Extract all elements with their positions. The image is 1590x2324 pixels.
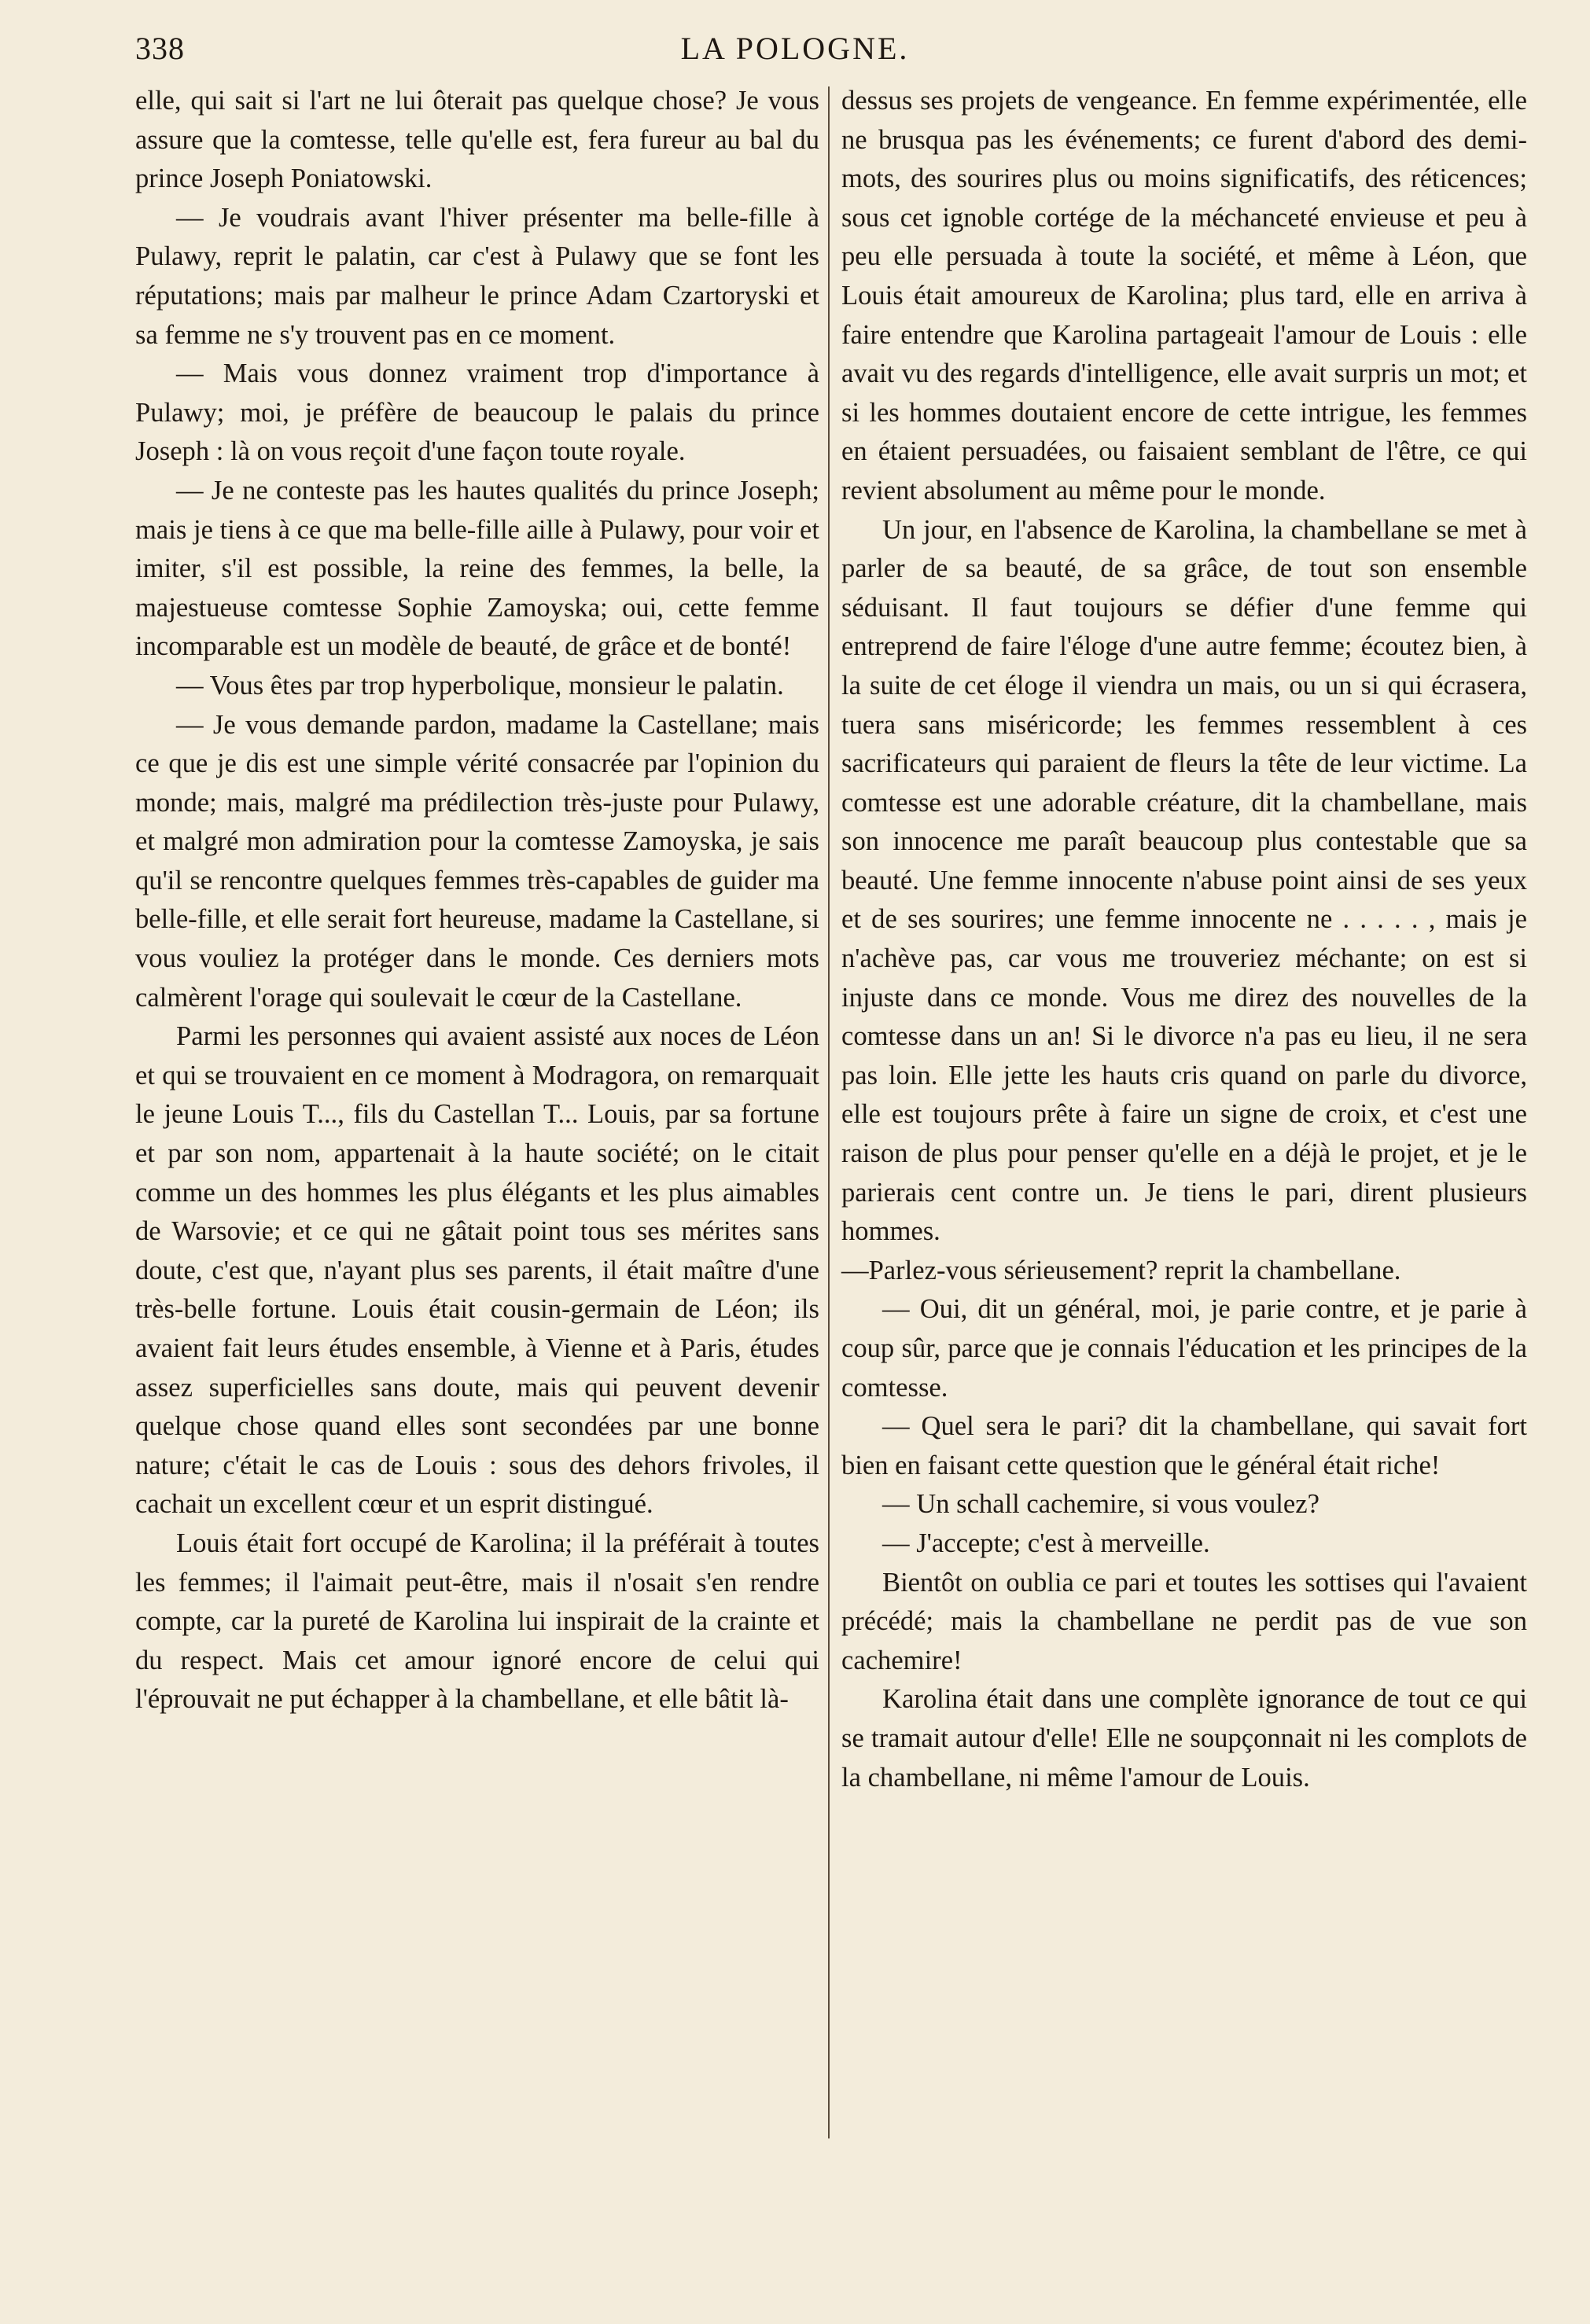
paragraph: dessus ses projets de vengeance. En femme expérimentée, elle ne brusqua pas les événements; ce furent d'abord des demi-mots, des sourires plus ou moins significatifs, des réticences; sous cet ignoble cortége de la méchanceté envieuse et peu à peu elle persuada à toute la société, et même à Léon, que Louis était amoureux de Karolina; plus tard, elle en arriva à faire entendre que Karolina partageait l'amour de Louis : elle avait vu des regards d'intelligence, elle avait surpris un mot; et si les hommes doutaient encore de cette intrigue, les femmes en étaient persuadées, ou faisaient semblant de l'être, ce qui revient absolument au même pour le monde.	[841, 86, 1527, 506]
paragraph: — Quel sera le pari? dit la chambellane, qui savait fort bien en faisant cette question que le général était riche!	[841, 1411, 1527, 1480]
paragraph: elle, qui sait si l'art ne lui ôterait pas quelque chose? Je vous assure que la comtesse, telle qu'elle est, fera fureur au bal du prince Joseph Poniatowski.	[135, 86, 819, 194]
paragraph: — Je voudrais avant l'hiver présenter ma belle-fille à Pulawy, reprit le palatin, car c'est à Pulawy que se font les réputations; mais par malheur le prince Adam Czartoryski et sa femme ne s'y trouvent pas en ce moment.	[135, 202, 819, 350]
left-column	[135, 82, 819, 1719]
paragraph: — Oui, dit un général, moi, je parie contre, et je parie à coup sûr, parce que je connais l'éducation et les principes de la comtesse.	[841, 1294, 1527, 1403]
paragraph: Louis était fort occupé de Karolina; il la préférait à toutes les femmes; il l'aimait peut-être, mais il n'osait s'en rendre compte, car la pureté de Karolina lui inspirait de la crainte et du respect. Mais cet amour ignoré encore de celui qui l'éprouvait ne put échapper à la chambellane, et elle bâtit là-	[135, 1528, 819, 1715]
paragraph: — J'accepte; c'est à merveille.	[882, 1528, 1210, 1558]
paragraph: — Un schall cachemire, si vous voulez?	[882, 1489, 1319, 1520]
paragraph: — Vous êtes par trop hyperbolique, monsieur le palatin.	[176, 670, 784, 701]
paragraph: Bientôt on oublia ce pari et toutes les sottises qui l'avaient précédé; mais la chambellane ne perdit pas de vue son cachemire!	[841, 1567, 1527, 1675]
paragraph: — Mais vous donnez vraiment trop d'importance à Pulawy; moi, je préfère de beaucoup le palais du prince Joseph : là on vous reçoit d'une façon toute royale.	[135, 359, 819, 467]
paragraph: — Je vous demande pardon, madame la Castellane; mais ce que je dis est une simple vérité consacrée par l'opinion du monde; mais, malgré ma prédilection très-juste pour Pulawy, et malgré mon admiration pour la comtesse Zamoyska, je sais qu'il se rencontre quelques femmes très-capables de guider ma belle-fille, et elle serait fort heureuse, madame la Castellane, si vous vouliez la protéger dans le monde. Ces derniers mots calmèrent l'orage qui soulevait le cœur de la Castellane.	[135, 709, 819, 1013]
paragraph: Karolina était dans une complète ignorance de tout ce qui se tramait autour d'elle! Elle ne soupçonnait ni les complots de la chambellane, ni même l'amour de Louis.	[841, 1684, 1527, 1793]
paragraph: Un jour, en l'absence de Karolina, la chambellane se met à parler de sa beauté, de sa grâce, de tout son ensemble séduisant. Il faut toujours se défier d'une femme qui entreprend de faire l'éloge d'une autre femme; écoutez bien, à la suite de cet éloge il viendra un mais, ou un si qui écrasera, tuera sans miséricorde; les femmes ressemblent à ces sacrificateurs qui paraient de fleurs la tête de leur victime. La comtesse est une adorable créature, dit la chambellane, mais son innocence me paraît beaucoup plus contestable que sa beauté. Une femme innocente n'abuse point ainsi de ses yeux et de ses sourires; une femme innocente ne . . . . . , mais je n'achève pas, car vous me trouveriez méchante; on est si injuste dans ce monde. Vous me direz des nouvelles de la comtesse dans un an! Si le divorce n'a pas eu lieu, il ne sera pas loin. Elle jette les hauts cris quand on parle du divorce, elle est toujours prête à faire un signe de croix, et c'est une raison de plus pour penser qu'elle en a déjà le projet, et je le parierais cent contre un. Je tiens le pari, dirent plusieurs hommes.	[841, 514, 1527, 1247]
paragraph: Parmi les personnes qui avaient assisté aux noces de Léon et qui se trouvaient en ce moment à Modragora, on remarquait le jeune Louis T..., fils du Castellan T... Louis, par sa fortune et par son nom, appartenait à la haute société; on le citait comme un des hommes les plus élégants et les plus aimables de Warsovie; et ce qui ne gâtait point tous ses mérites sans doute, c'est que, n'ayant plus ses parents, il était maître d'une très-belle fortune. Louis était cousin-germain de Léon; ils avaient fait leurs études ensemble, à Vienne et à Paris, études assez superficielles sans doute, mais qui peuvent devenir quelque chose quand elles sont secondées par une bonne nature; c'était le cas de Louis : sous des dehors frivoles, il cachait un excellent cœur et un esprit distingué.	[135, 1021, 819, 1520]
column-divider	[828, 86, 830, 2138]
paragraph: —Parlez-vous sérieusement? reprit la chambellane.	[841, 1255, 1401, 1285]
page-number: 338	[135, 31, 185, 66]
paragraph: — Je ne conteste pas les hautes qualités du prince Joseph; mais je tiens à ce que ma belle-fille aille à Pulawy, pour voir et imiter, s'il est possible, la reine des femmes, la belle, la majestueuse comtesse Sophie Zamoyska; oui, cette femme incomparable est un modèle de beauté, de grâce et de bonté!	[135, 475, 819, 662]
running-head: LA POLOGNE.	[680, 31, 910, 66]
right-column	[841, 82, 1527, 1797]
